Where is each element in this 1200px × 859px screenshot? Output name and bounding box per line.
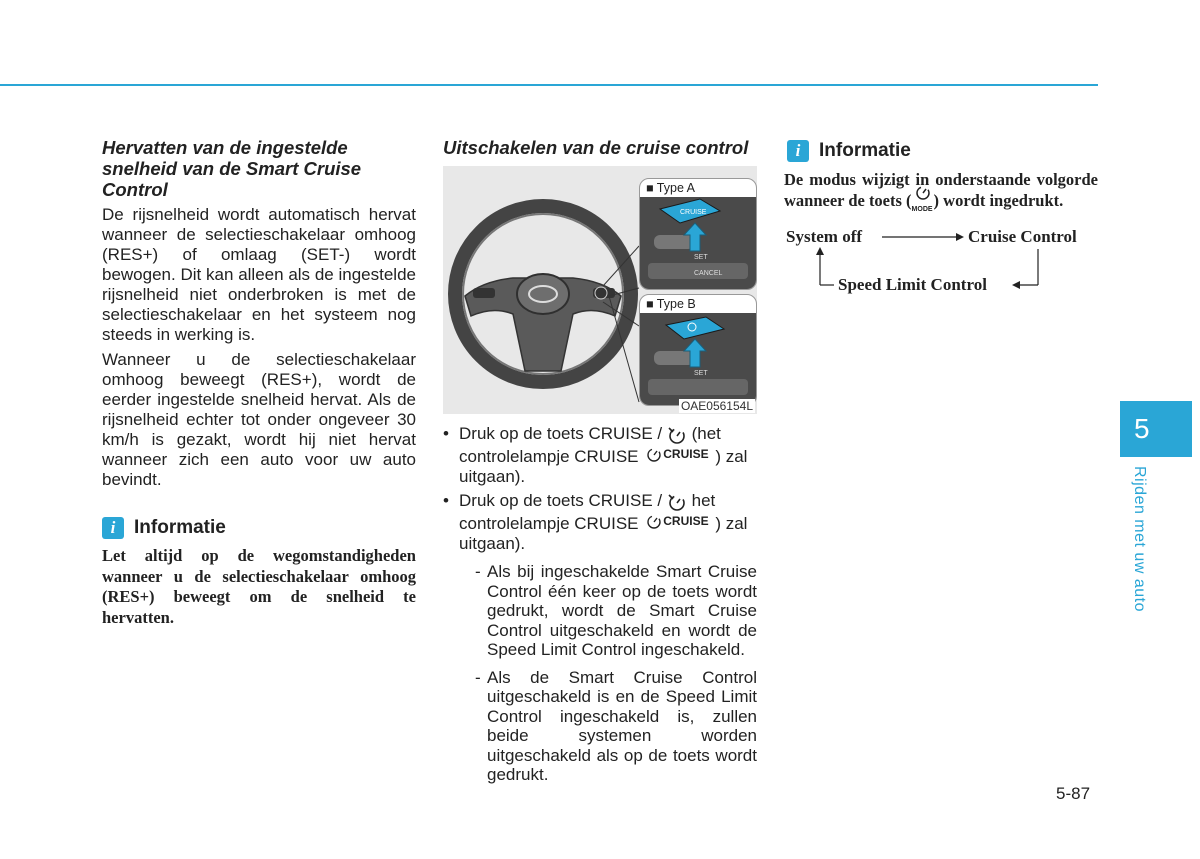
bullet-2-text-a: Druk op de toets CRUISE / [459,491,663,510]
svg-text:SET: SET [694,370,708,377]
info-icon: i [787,140,809,162]
info-header [102,517,416,539]
page-number: 5-87 [1056,784,1091,803]
bullet-item-1 [443,424,757,487]
info-text: Let altijd op de wegomstandigheden wanneer u de selectieschakelaar omhoog (RES+) beweegt om de snelheid te hervatten. [102,546,416,627]
mode-text-b: ) wordt ingedrukt. [933,190,1064,210]
bullet-2-text-b: het controlelampje CRUISE [459,491,716,533]
info-title: Informatie [819,140,911,161]
cruise-indicator-icon [645,446,663,462]
sub-item-1-text: Als bij ingeschakelde Smart Cruise Control één keer op de toets wordt gedrukt, wordt de Smart Cruise Control uitgeschakeld en wordt de Speed Limit Control ingeschakeld. [487,562,757,659]
cruise-speedometer-icon [667,493,687,511]
cruise-indicator-2 [645,511,708,531]
flow-cruise-control: Cruise Control [968,226,1077,246]
switch-type-a-illustration [640,179,756,289]
info-icon: i [102,517,124,539]
switch-type-b-illustration [640,295,756,405]
flow-system-off: System off [786,226,863,246]
paragraph-resume-1: De rijsnelheid wordt automatisch hervat wanneer de selectieschakelaar omhoog (RES+) of omlaag (SET-) wordt bewogen. Dit kan alleen als de ingestelde rijsnelheid niet onderbroken is met de selectieschakelaar en het systeem nog steeds in werking is. [102,205,416,344]
chapter-tab: 5 [1120,401,1192,457]
dash-marker: - [475,562,481,581]
sub-item-2 [459,668,757,785]
info-title: Informatie [134,517,226,538]
paragraph-resume-2: Wanneer u de selectieschakelaar omhoog beweegt (RES+), wordt de eerder ingestelde snelheid hervat. Als de rijsnelheid echter tot onder ongeveer 30 km/h is gezakt, wordt hij niet hervat wanneer zich een auto voor uw auto bevindt. [102,350,416,489]
chapter-title: Rijden met uw auto [1131,466,1148,612]
bullet-1-text-b: (het controlelampje CRUISE [459,424,721,466]
mode-info-text [784,170,1098,213]
bullet-list [443,424,757,785]
section-heading-resume: Hervatten van de ingestelde snelheid van de Smart Cruise Control [102,137,362,200]
top-rule [0,84,1098,86]
flow-speed-limit-control: Speed Limit Control [838,274,987,294]
cruise-indicator-text: CRUISE [663,514,709,528]
type-a-label: ■ Type A [646,181,696,195]
cruise-indicator-text: CRUISE [663,447,709,461]
bullet-item-2 [443,491,757,785]
section-heading-cancel: Uitschakelen van de cruise control [443,137,749,158]
type-b-label: ■ Type B [646,297,696,311]
svg-text:CANCEL: CANCEL [694,270,723,277]
column-right [784,140,1098,297]
mode-label: MODE [911,205,933,213]
bullet-1-text-a: Druk op de toets CRUISE / [459,424,663,443]
column-middle [443,137,757,789]
mode-flow-diagram [784,227,1098,297]
cruise-speedometer-icon [667,426,687,444]
cruise-button-text: CRUISE [680,209,707,216]
cruise-indicator-1 [645,444,708,464]
dash-marker: - [475,667,481,687]
info-header [787,140,1098,162]
figure-code: OAE056154L [680,399,753,413]
bullet-1-text-c: ) zal uitgaan). [459,447,748,486]
sub-item-2-text: Als de Smart Cruise Control uitgeschakeld is en de Speed Limit Control ingeschakeld is, zullen beide systemen worden uitgeschakeld als op de toets wordt gedrukt. [487,667,757,784]
mode-button-icon [912,191,934,213]
steering-wheel-figure [443,166,757,414]
column-left [102,137,416,628]
svg-text:SET: SET [694,254,708,261]
bullet-2-text-c: ) zal uitgaan). [459,514,748,553]
mode-text-a: De modus wijzigt in onderstaande volgorde wanneer de toets ( [784,170,1098,210]
inset-type-a [639,178,757,290]
cruise-indicator-icon [645,513,663,529]
inset-type-b [639,294,757,406]
sub-item-1 [459,562,757,660]
